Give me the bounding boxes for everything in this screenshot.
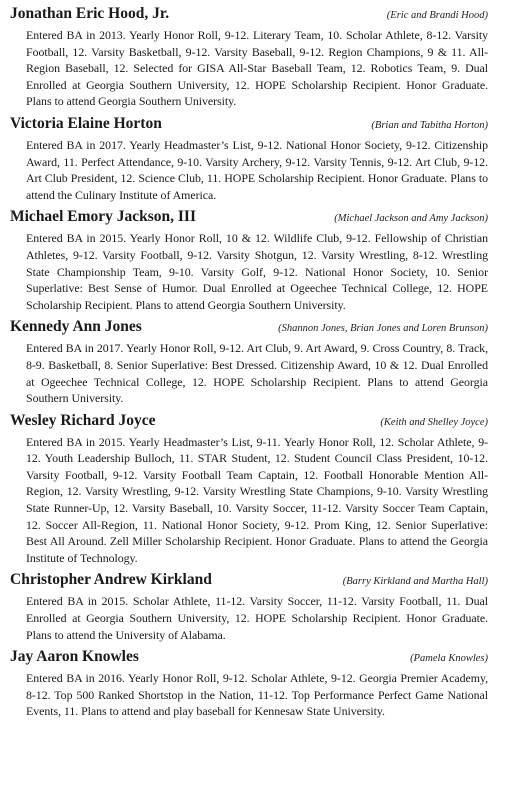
student-name: Christopher Andrew Kirkland: [10, 571, 212, 589]
entry-header: [10, 115, 488, 137]
senior-entry: [10, 412, 488, 567]
senior-entry: [10, 5, 488, 110]
senior-entry: [10, 648, 488, 720]
entry-header: [10, 648, 488, 670]
student-bio: Entered BA in 2015. Yearly Honor Roll, 10 & 12. Wildlife Club, 9-12. Fellowship of Christian Athletes, 9-12. Varsity Football, 9-12. Varsity Shotgun, 12. Varsity Wrestling, 8-12. Wrestling State Championship Team, 9-10. Varsity Golf, 9-12. National Honor Society, 10. Senior Superlative: Best Sense of Humor. Dual Enrolled at Ogeechee Technical College, 12. HOPE Scholarship Recipient. Plans to attend Georgia Southern University.: [26, 231, 488, 312]
student-bio: Entered BA in 2015. Yearly Headmaster’s List, 9-11. Yearly Honor Roll, 12. Scholar Athlete, 9-12. Youth Leadership Bulloch, 11. STAR Student, 12. Student Council Class President, 10-12. Varsity Football, 9-12. Varsity Football Team Captain, 12. Football Honorable Mention All-Region, 12. Varsity Wrestling, 9-12. Varsity Wrestling State Champions, 9-10. Varsity Wrestling State Runner-Up, 12. Varsity Baseball, 10. Varsity Soccer, 11-12. Varsity Soccer Team Captain, 12. Soccer All-Region, 11. National Honor Society, 9-12. Prom King, 12. Senior Superlative: Best All Around. Zell Miller Scholarship Recipient. Honor Graduate. Plans to attend the Georgia Institute of Technology.: [26, 434, 488, 565]
parent-names: (Pamela Knowles): [410, 653, 488, 665]
senior-entry: [10, 115, 488, 203]
student-name: Jay Aaron Knowles: [10, 648, 139, 666]
parent-names: (Barry Kirkland and Martha Hall): [342, 576, 488, 588]
student-name: Michael Emory Jackson, III: [10, 208, 196, 226]
entry-header: [10, 208, 488, 230]
student-bio: Entered BA in 2017. Yearly Headmaster’s List, 9-12. National Honor Society, 9-12. Citizenship Award, 11. Perfect Attendance, 9-10. Varsity Archery, 9-12. Varsity Tennis, 9-12. Art Club, 9-12. Art Club President, 12. Science Club, 11. HOPE Scholarship Recipient. Honor Graduate. Plans to attend the Culinary Institute of America.: [26, 137, 488, 202]
senior-entry: [10, 318, 488, 406]
entry-header: [10, 5, 488, 27]
student-name: Kennedy Ann Jones: [10, 318, 142, 336]
senior-entry: [10, 208, 488, 313]
parent-names: (Brian and Tabitha Horton): [371, 119, 488, 131]
student-bio: Entered BA in 2015. Scholar Athlete, 11-12. Varsity Soccer, 11-12. Varsity Football, 11. Dual Enrolled at Georgia Southern University, 12. HOPE Scholarship Recipient. Honor Graduate. Plans to attend the University of Alabama.: [26, 594, 488, 642]
entry-header: [10, 412, 488, 434]
student-name: Victoria Elaine Horton: [10, 114, 162, 132]
parent-names: (Keith and Shelley Joyce): [380, 416, 488, 428]
student-bio: Entered BA in 2013. Yearly Honor Roll, 9-12. Literary Team, 10. Scholar Athlete, 8-12. Varsity Football, 12. Varsity Basketball, 9-12. Varsity Baseball, 9-12. Region Champions, 9 & 11. All-Region Baseball, 12. Selected for GISA All-Star Baseball Team, 12. Robotics Team, 9. Dual Enrolled at Georgia Southern University, 12. HOPE Scholarship Recipient. Honor Graduate. Plans to attend Georgia Southern University.: [26, 28, 488, 109]
parent-names: (Eric and Brandi Hood): [386, 10, 488, 21]
student-name: Jonathan Eric Hood, Jr.: [10, 5, 170, 22]
student-name: Wesley Richard Joyce: [10, 411, 156, 429]
parent-names: (Michael Jackson and Amy Jackson): [334, 213, 488, 225]
entry-header: [10, 571, 488, 593]
entry-header: [10, 318, 488, 340]
senior-entry: [10, 571, 488, 643]
student-bio: Entered BA in 2017. Yearly Honor Roll, 9-12. Art Club, 9. Art Award, 9. Cross Country, 8. Track, 8-9. Basketball, 8. Senior Superlative: Best Dressed. Citizenship Award, 10 & 12. Dual Enrolled at Ogeechee Technical College, 12. HOPE Scholarship Recipient. Plans to attend Georgia Southern University.: [26, 341, 488, 406]
parent-names: (Shannon Jones, Brian Jones and Loren Brunson): [278, 323, 488, 335]
student-bio: Entered BA in 2016. Yearly Honor Roll, 9-12. Scholar Athlete, 9-12. Georgia Premier Academy, 8-12. Top 500 Ranked Shortstop in the Nation, 11-12. Top Performance Perfect Game National Events, 11. Plans to attend and play baseball for Kennesaw State University.: [26, 671, 488, 719]
